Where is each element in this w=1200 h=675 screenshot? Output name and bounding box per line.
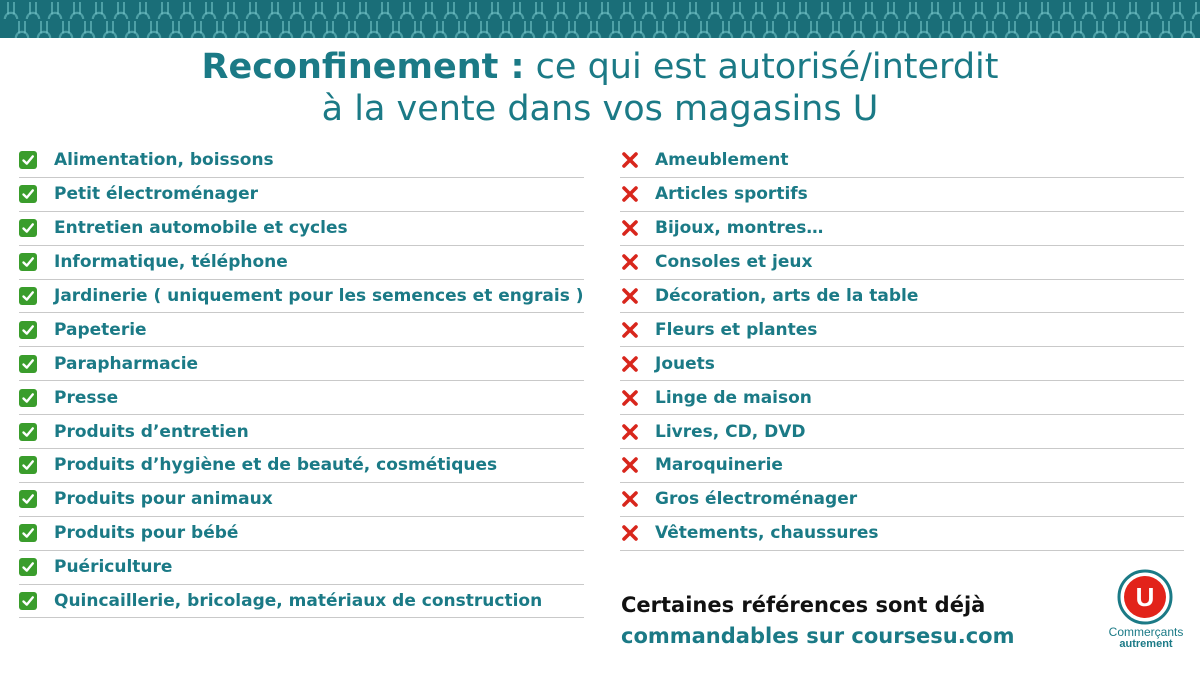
check-mark-icon [19,490,37,508]
item-label: Quincaillerie, bricolage, matériaux de construction [54,591,543,612]
cross-mark-icon [620,320,640,340]
cross-mark-icon [620,354,640,374]
title-line-2: à la vente dans vos magasins U [321,89,879,129]
forbidden-item [620,144,1184,178]
title-rest: ce qui est autorisé/interdit [524,47,999,87]
item-label: Fleurs et plantes [655,319,818,340]
allowed-item [19,551,584,585]
forbidden-item [620,517,1184,551]
logo-tagline [1100,626,1192,650]
check-mark-icon [19,524,37,542]
cross-mark-icon [620,388,640,408]
forbidden-item [620,381,1184,415]
forbidden-item [620,212,1184,246]
cross-mark-icon [620,422,640,442]
item-label: Puériculture [54,557,173,578]
check-mark-icon [19,389,37,407]
forbidden-item [620,483,1184,517]
allowed-item [19,212,584,246]
logo-tagline-1: Commerçants [1108,625,1184,639]
check-mark-icon [19,558,37,576]
item-label: Produits pour bébé [54,523,239,544]
check-mark-icon [19,151,37,169]
forbidden-item [620,415,1184,449]
cross-mark-icon [620,184,640,204]
logo-tagline-2: autrement [1119,638,1173,650]
check-mark-icon [19,287,37,305]
check-mark-icon [19,321,37,339]
allowed-item [19,144,584,178]
item-label: Produits d’hygiène et de beauté, cosmétiques [54,455,498,476]
cross-mark-icon [620,252,640,272]
forbidden-item [620,178,1184,212]
title-bold: Reconfinement : [201,47,525,87]
allowed-item [19,313,584,347]
check-mark-icon [19,185,37,203]
item-label: Produits pour animaux [54,489,273,510]
allowed-item [19,415,584,449]
allowed-item [19,347,584,381]
item-label: Presse [54,387,119,408]
item-label: Vêtements, chaussures [655,523,879,544]
note-line-2: commandables sur coursesu.com [621,624,1015,648]
check-mark-icon [19,219,37,237]
item-label: Décoration, arts de la table [655,286,919,306]
item-label: Bijoux, montres… [655,218,824,239]
logo-letter: U [1135,582,1155,612]
forbidden-item [620,313,1184,347]
forbidden-item [620,347,1184,381]
cross-mark-icon [620,218,640,238]
title-line-1 [0,46,1200,88]
check-mark-icon [19,355,37,373]
item-label: Petit électroménager [54,184,259,205]
magasins-u-logo [1100,567,1192,657]
allowed-item [19,381,584,415]
check-mark-icon [19,423,37,441]
page-title [0,46,1200,130]
u-logo-icon [1117,569,1173,625]
cross-mark-icon [620,489,640,509]
allowed-item [19,280,584,314]
check-mark-icon [19,592,37,610]
forbidden-item [620,449,1184,483]
item-label: Consoles et jeux [655,252,813,273]
item-label: Articles sportifs [655,184,808,205]
item-label: Produits d’entretien [54,421,249,442]
forbidden-item [620,246,1184,280]
item-label: Papeterie [54,319,147,340]
decorative-banner [0,0,1200,38]
forbidden-item [620,280,1184,314]
forbidden-list [620,144,1184,551]
item-label: Entretien automobile et cycles [54,218,348,239]
item-label: Livres, CD, DVD [655,421,806,442]
item-label: Jardinerie ( uniquement pour les semences et engrais ) [54,286,584,306]
note-line-1: Certaines références sont déjà [621,593,986,617]
allowed-item [19,246,584,280]
allowed-list [19,144,584,618]
allowed-item [19,517,584,551]
item-label: Informatique, téléphone [54,252,288,273]
allowed-item [19,483,584,517]
item-label: Alimentation, boissons [54,150,274,171]
item-label: Linge de maison [655,387,812,408]
check-mark-icon [19,253,37,271]
check-mark-icon [19,456,37,474]
item-label: Ameublement [655,150,789,171]
cross-mark-icon [620,455,640,475]
order-online-note [621,590,1014,652]
cross-mark-icon [620,523,640,543]
allowed-item [19,585,584,619]
item-label: Jouets [655,353,715,374]
allowed-item [19,449,584,483]
cross-mark-icon [620,286,640,306]
cross-mark-icon [620,150,640,170]
allowed-item [19,178,584,212]
item-label: Parapharmacie [54,353,199,374]
item-label: Gros électroménager [655,489,858,510]
item-label: Maroquinerie [655,455,783,476]
